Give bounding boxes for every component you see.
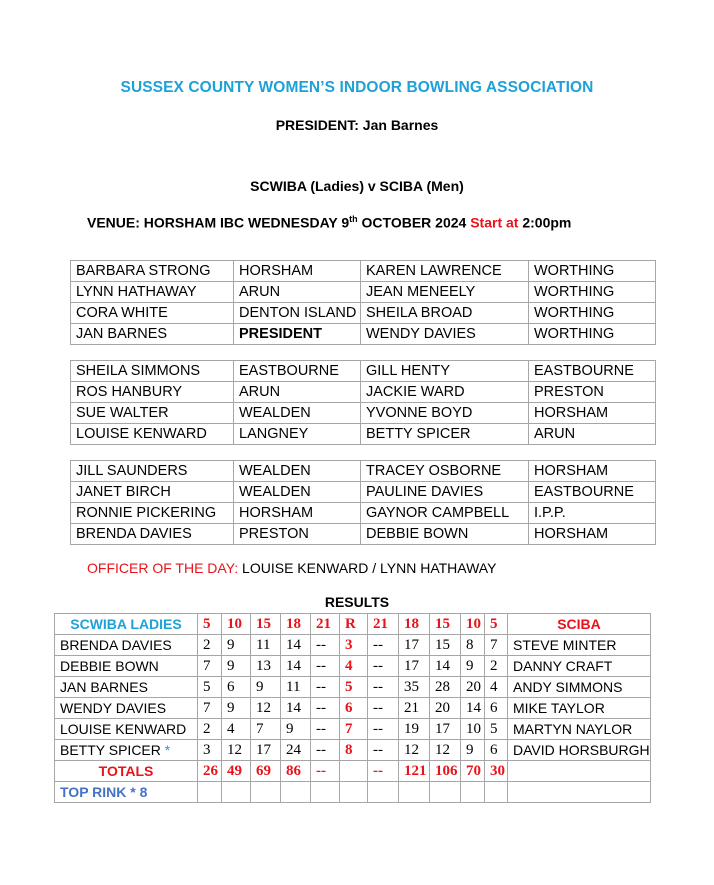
score-cell: -- — [311, 656, 340, 677]
score-cell: 17 — [399, 635, 430, 656]
men-club: EASTBOURNE — [529, 482, 656, 503]
results-title: RESULTS — [324, 594, 390, 610]
rink-row — [71, 424, 656, 445]
score-cell: 6 — [222, 677, 251, 698]
rink-row — [71, 261, 656, 282]
ladies-club: DENTON ISLAND — [234, 303, 361, 324]
rink-row — [71, 524, 656, 545]
men-club: HORSHAM — [529, 403, 656, 424]
score-cell: 17 — [399, 656, 430, 677]
end-column-header: 5 — [485, 614, 508, 635]
rink-row — [71, 503, 656, 524]
score-cell: 9 — [461, 656, 485, 677]
ladies-skip — [55, 656, 198, 677]
score-cell: 12 — [399, 740, 430, 761]
men-player: GAYNOR CAMPBELL — [361, 503, 529, 524]
empty-cell — [508, 782, 651, 803]
ladies-player: JAN BARNES — [71, 324, 234, 345]
men-club: WORTHING — [529, 324, 656, 345]
rink-number: 3 — [340, 635, 368, 656]
empty-cell — [251, 782, 281, 803]
ladies-skip-name: BRENDA DAVIES — [60, 637, 172, 653]
officer-of-the-day — [87, 560, 496, 576]
rink-row — [71, 382, 656, 403]
end-column-header: 18 — [399, 614, 430, 635]
men-player: JEAN MENEELY — [361, 282, 529, 303]
men-skip: MARTYN NAYLOR — [508, 719, 651, 740]
ladies-player: LYNN HATHAWAY — [71, 282, 234, 303]
ladies-skip — [55, 698, 198, 719]
total-cell: 70 — [461, 761, 485, 782]
results-row — [55, 740, 651, 761]
total-cell: 69 — [251, 761, 281, 782]
rink-row — [71, 361, 656, 382]
score-cell: 4 — [222, 719, 251, 740]
total-cell — [340, 761, 368, 782]
score-cell: -- — [368, 656, 399, 677]
empty-cell — [222, 782, 251, 803]
score-cell: 10 — [461, 719, 485, 740]
score-cell: 14 — [281, 656, 311, 677]
men-player: TRACEY OSBORNE — [361, 461, 529, 482]
rink-table-1 — [70, 260, 656, 345]
score-cell: -- — [368, 740, 399, 761]
end-column-header: R — [340, 614, 368, 635]
score-cell: 9 — [461, 740, 485, 761]
start-label: Start at — [470, 214, 519, 231]
rink-number: 6 — [340, 698, 368, 719]
ladies-player: ROS HANBURY — [71, 382, 234, 403]
total-cell: 121 — [399, 761, 430, 782]
score-cell: 9 — [222, 656, 251, 677]
total-cell: 106 — [430, 761, 461, 782]
men-skip: DANNY CRAFT — [508, 656, 651, 677]
ladies-club: WEALDEN — [234, 461, 361, 482]
men-club: WORTHING — [529, 261, 656, 282]
ladies-skip — [55, 677, 198, 698]
rink-number: 8 — [340, 740, 368, 761]
score-cell: 20 — [430, 698, 461, 719]
score-cell: 24 — [281, 740, 311, 761]
empty-cell — [281, 782, 311, 803]
men-skip: DAVID HORSBURGH — [508, 740, 651, 761]
end-column-header: 10 — [222, 614, 251, 635]
empty-cell — [461, 782, 485, 803]
rink-row — [71, 282, 656, 303]
ladies-club: HORSHAM — [234, 503, 361, 524]
score-cell: 9 — [222, 635, 251, 656]
men-player: YVONNE BOYD — [361, 403, 529, 424]
ladies-club: HORSHAM — [234, 261, 361, 282]
score-cell: 35 — [399, 677, 430, 698]
score-cell: 11 — [251, 635, 281, 656]
venue-line — [87, 214, 571, 231]
score-cell: -- — [311, 635, 340, 656]
men-player: JACKIE WARD — [361, 382, 529, 403]
total-cell: 49 — [222, 761, 251, 782]
total-cell: -- — [311, 761, 340, 782]
score-cell: 8 — [461, 635, 485, 656]
end-column-header: 5 — [198, 614, 222, 635]
end-column-header: 18 — [281, 614, 311, 635]
men-club: EASTBOURNE — [529, 361, 656, 382]
men-club: WORTHING — [529, 303, 656, 324]
empty-cell — [430, 782, 461, 803]
men-skip: ANDY SIMMONS — [508, 677, 651, 698]
results-row — [55, 656, 651, 677]
total-cell: 26 — [198, 761, 222, 782]
empty-cell — [198, 782, 222, 803]
score-cell: 28 — [430, 677, 461, 698]
ladies-skip-name: LOUISE KENWARD — [60, 721, 187, 737]
score-cell: 9 — [222, 698, 251, 719]
ladies-skip-name: JAN BARNES — [60, 679, 148, 695]
men-player: SHEILA BROAD — [361, 303, 529, 324]
total-cell: 30 — [485, 761, 508, 782]
rink-number: 4 — [340, 656, 368, 677]
men-player: PAULINE DAVIES — [361, 482, 529, 503]
ladies-club: ARUN — [234, 282, 361, 303]
rink-row — [71, 403, 656, 424]
score-cell: 6 — [485, 740, 508, 761]
rink-number: 5 — [340, 677, 368, 698]
empty-cell — [368, 782, 399, 803]
ladies-club: ARUN — [234, 382, 361, 403]
ladies-skip — [55, 740, 198, 761]
ladies-player: CORA WHITE — [71, 303, 234, 324]
ladies-team-header: SCWIBA LADIES — [55, 614, 198, 635]
ladies-club: PRESTON — [234, 524, 361, 545]
results-row — [55, 698, 651, 719]
totals-row — [55, 761, 651, 782]
ladies-player: JANET BIRCH — [71, 482, 234, 503]
score-cell: -- — [311, 740, 340, 761]
empty-cell — [485, 782, 508, 803]
total-cell: 86 — [281, 761, 311, 782]
end-column-header: 21 — [311, 614, 340, 635]
total-cell: -- — [368, 761, 399, 782]
rink-row — [71, 324, 656, 345]
results-row — [55, 719, 651, 740]
officer-label: OFFICER OF THE DAY: — [87, 560, 239, 576]
ladies-club: WEALDEN — [234, 482, 361, 503]
score-cell: 19 — [399, 719, 430, 740]
totals-label: TOTALS — [55, 761, 198, 782]
score-cell: 5 — [198, 677, 222, 698]
empty-cell — [311, 782, 340, 803]
men-club: I.P.P. — [529, 503, 656, 524]
men-skip: MIKE TAYLOR — [508, 698, 651, 719]
men-club: HORSHAM — [529, 524, 656, 545]
rink-table-3 — [70, 460, 656, 545]
empty-cell — [399, 782, 430, 803]
men-club: ARUN — [529, 424, 656, 445]
score-cell: 14 — [281, 698, 311, 719]
score-cell: -- — [368, 677, 399, 698]
score-cell: 7 — [198, 698, 222, 719]
score-cell: -- — [311, 719, 340, 740]
rink-number: 7 — [340, 719, 368, 740]
end-column-header: 10 — [461, 614, 485, 635]
score-cell: -- — [368, 698, 399, 719]
score-cell: 13 — [251, 656, 281, 677]
score-cell: 4 — [485, 677, 508, 698]
score-cell: 9 — [281, 719, 311, 740]
men-club: HORSHAM — [529, 461, 656, 482]
ladies-skip-name: BETTY SPICER — [60, 742, 161, 758]
ladies-player: SUE WALTER — [71, 403, 234, 424]
totals-empty — [508, 761, 651, 782]
venue-date-rest: OCTOBER 2024 — [357, 214, 471, 231]
score-cell: 15 — [430, 635, 461, 656]
score-cell: 17 — [430, 719, 461, 740]
results-row — [55, 677, 651, 698]
score-cell: 11 — [281, 677, 311, 698]
ladies-player: JILL SAUNDERS — [71, 461, 234, 482]
score-cell: 5 — [485, 719, 508, 740]
ladies-skip — [55, 635, 198, 656]
score-cell: 14 — [430, 656, 461, 677]
score-cell: 2 — [485, 656, 508, 677]
score-cell: 6 — [485, 698, 508, 719]
rink-table-2 — [70, 360, 656, 445]
ladies-player: LOUISE KENWARD — [71, 424, 234, 445]
men-player: GILL HENTY — [361, 361, 529, 382]
rink-row — [71, 303, 656, 324]
results-row — [55, 635, 651, 656]
score-cell: -- — [311, 698, 340, 719]
score-cell: 14 — [461, 698, 485, 719]
score-cell: 12 — [430, 740, 461, 761]
men-player: BETTY SPICER — [361, 424, 529, 445]
score-cell: 7 — [198, 656, 222, 677]
score-cell: 7 — [485, 635, 508, 656]
score-cell: 20 — [461, 677, 485, 698]
men-club: WORTHING — [529, 282, 656, 303]
score-cell: 21 — [399, 698, 430, 719]
ladies-skip-name: DEBBIE BOWN — [60, 658, 159, 674]
ladies-skip-name: WENDY DAVIES — [60, 700, 167, 716]
start-time: 2:00pm — [518, 214, 572, 231]
score-cell: -- — [311, 677, 340, 698]
rink-row — [71, 482, 656, 503]
rink-row — [71, 461, 656, 482]
score-cell: 12 — [251, 698, 281, 719]
ladies-club: PRESIDENT — [234, 324, 361, 345]
ladies-player: RONNIE PICKERING — [71, 503, 234, 524]
men-player: KAREN LAWRENCE — [361, 261, 529, 282]
end-column-header: 21 — [368, 614, 399, 635]
president-line: PRESIDENT: Jan Barnes — [275, 117, 439, 133]
score-cell: 14 — [281, 635, 311, 656]
ladies-player: SHEILA SIMMONS — [71, 361, 234, 382]
results-header-row — [55, 614, 651, 635]
score-cell: 2 — [198, 635, 222, 656]
top-rink-label: TOP RINK * 8 — [55, 782, 198, 803]
top-rink-row — [55, 782, 651, 803]
end-column-header: 15 — [251, 614, 281, 635]
men-player: DEBBIE BOWN — [361, 524, 529, 545]
score-cell: 7 — [251, 719, 281, 740]
score-cell: 12 — [222, 740, 251, 761]
score-cell: 9 — [251, 677, 281, 698]
score-cell: 17 — [251, 740, 281, 761]
association-title: SUSSEX COUNTY WOMEN’S INDOOR BOWLING ASSOCIATION — [120, 79, 594, 96]
officer-value: LOUISE KENWARD / LYNN HATHAWAY — [238, 560, 497, 576]
ladies-club: WEALDEN — [234, 403, 361, 424]
empty-cell — [340, 782, 368, 803]
ladies-player: BRENDA DAVIES — [71, 524, 234, 545]
men-club: PRESTON — [529, 382, 656, 403]
men-player: WENDY DAVIES — [361, 324, 529, 345]
top-rink-marker: * — [160, 742, 171, 758]
end-column-header: 15 — [430, 614, 461, 635]
match-line: SCWIBA (Ladies) v SCIBA (Men) — [250, 178, 464, 194]
results-table — [54, 613, 651, 803]
ladies-player: BARBARA STRONG — [71, 261, 234, 282]
men-skip: STEVE MINTER — [508, 635, 651, 656]
score-cell: 2 — [198, 719, 222, 740]
ladies-club: LANGNEY — [234, 424, 361, 445]
ladies-club: EASTBOURNE — [234, 361, 361, 382]
venue-prefix: VENUE: HORSHAM IBC WEDNESDAY 9 — [87, 214, 350, 231]
score-cell: -- — [368, 635, 399, 656]
score-cell: -- — [368, 719, 399, 740]
venue-date-suffix: th — [349, 214, 358, 224]
men-team-header: SCIBA — [508, 614, 651, 635]
ladies-skip — [55, 719, 198, 740]
score-cell: 3 — [198, 740, 222, 761]
